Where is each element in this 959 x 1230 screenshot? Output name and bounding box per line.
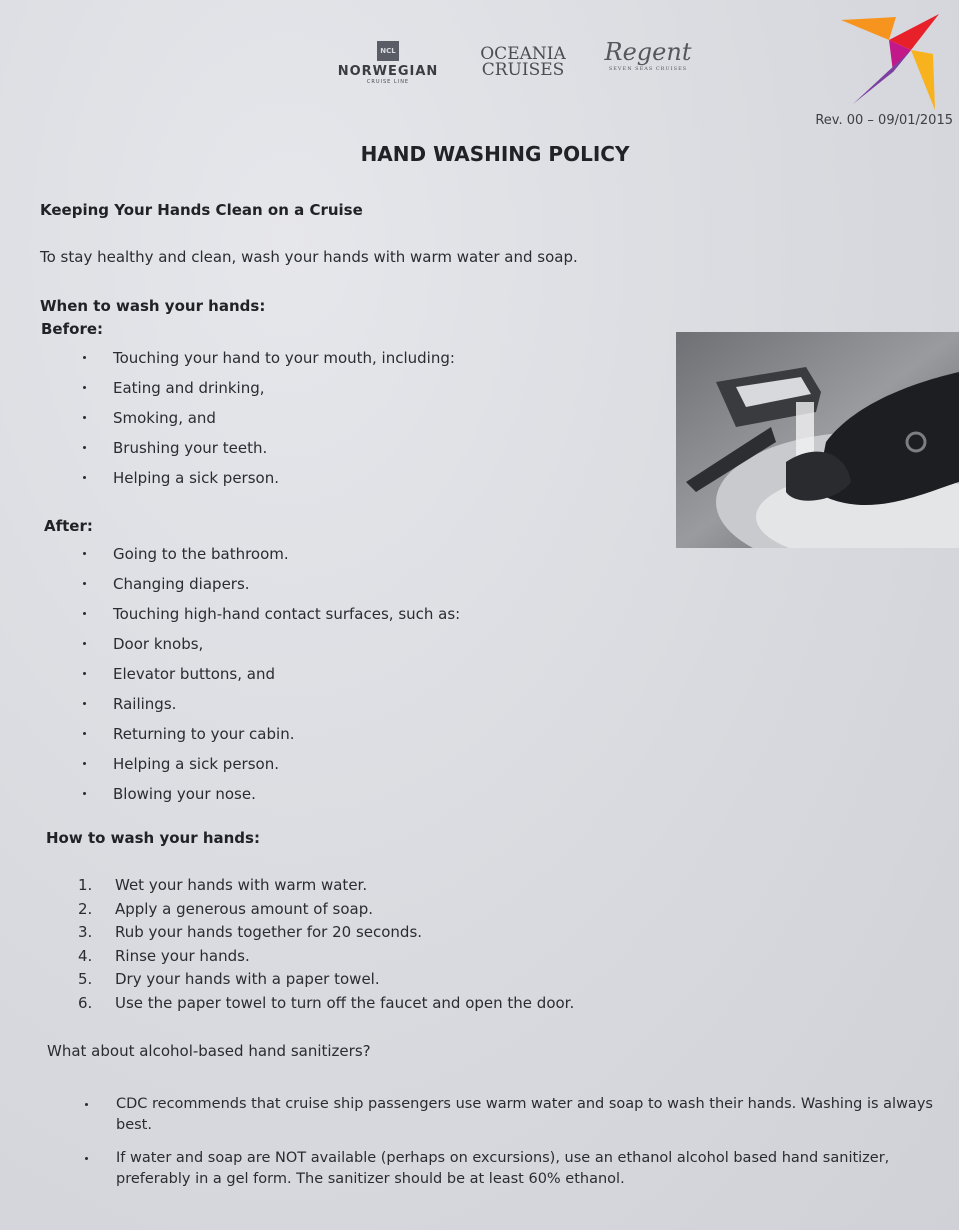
norwegian-logo <box>328 38 448 85</box>
bullet-icon <box>83 476 86 479</box>
steps-list <box>78 875 574 1016</box>
list-item: Returning to your cabin. <box>78 724 460 754</box>
bullet-icon <box>85 1103 88 1106</box>
regent-logo <box>598 38 698 72</box>
regent-sub: SEVEN SEAS CRUISES <box>608 66 688 72</box>
bullet-icon <box>85 1157 88 1160</box>
bird-watermark-icon <box>841 12 941 112</box>
when-heading: When to wash your hands: <box>40 297 266 315</box>
list-item: 1. Wet your hands with warm water. <box>78 876 368 894</box>
page-title: HAND WASHING POLICY <box>360 142 630 166</box>
list-item: Changing diapers. <box>78 574 460 604</box>
list-item: 3. Rub your hands together for 20 seconds. <box>78 923 423 941</box>
ncl-badge: NCL <box>377 41 399 61</box>
list-item: Helping a sick person. <box>78 754 460 784</box>
list-item: Brushing your teeth. <box>78 438 455 468</box>
bullet-icon <box>83 792 86 795</box>
list-item: 5. Dry your hands with a paper towel. <box>78 970 380 988</box>
bullet-icon <box>83 582 86 585</box>
list-item: Blowing your nose. <box>78 784 460 814</box>
after-heading: After: <box>44 517 93 535</box>
bullet-icon <box>83 446 86 449</box>
bullet-icon <box>83 386 86 389</box>
list-item: 6. Use the paper towel to turn off the faucet and open the door. <box>78 993 575 1012</box>
ncl-sub: CRUISE LINE <box>366 79 410 85</box>
list-item: Helping a sick person. <box>78 468 455 498</box>
bullet-icon <box>83 672 86 675</box>
ncl-name: NORWEGIAN <box>337 64 439 79</box>
company-logos <box>328 38 708 98</box>
list-item: Door knobs, <box>78 634 460 664</box>
bullet-icon <box>83 642 86 645</box>
bullet-icon <box>83 356 86 359</box>
bullet-icon <box>83 612 86 615</box>
intro-text: To stay healthy and clean, wash your hands with warm water and soap. <box>40 248 578 266</box>
bullet-icon <box>83 732 86 735</box>
bullet-icon <box>83 762 86 765</box>
list-item: If water and soap are NOT available (perhaps on excursions), use an ethanol alcohol based hand sanitizer, preferably in a gel form. The sanitizer should be at least 60% ethanol. <box>80 1148 950 1190</box>
after-list <box>78 544 460 814</box>
regent-name: Regent <box>604 38 692 66</box>
how-heading: How to wash your hands: <box>46 829 260 847</box>
list-item: Touching high-hand contact surfaces, such as: <box>78 604 460 634</box>
bullet-icon <box>83 552 86 555</box>
before-list <box>78 348 455 498</box>
sanitizer-list <box>80 1094 950 1202</box>
list-item: Touching your hand to your mouth, including: <box>78 348 455 378</box>
bullet-icon <box>83 416 86 419</box>
subtitle: Keeping Your Hands Clean on a Cruise <box>40 201 363 219</box>
list-item: 2. Apply a generous amount of soap. <box>78 899 374 918</box>
list-item: Smoking, and <box>78 408 455 438</box>
oceania-line1: OCEANIA <box>480 44 566 64</box>
hand-washing-photo <box>676 332 959 548</box>
sanitizer-heading: What about alcohol-based hand sanitizers? <box>47 1042 371 1060</box>
before-heading: Before: <box>41 320 104 338</box>
list-item: Eating and drinking, <box>78 378 455 408</box>
list-item: 4. Rinse your hands. <box>78 946 250 965</box>
oceania-logo <box>463 46 583 78</box>
bullet-icon <box>83 702 86 705</box>
list-item: Railings. <box>78 694 460 724</box>
list-item: CDC recommends that cruise ship passengers use warm water and soap to wash their hands. Washing is always best. <box>80 1094 950 1136</box>
oceania-line2: CRUISES <box>481 60 565 80</box>
revision-date: Rev. 00 – 09/01/2015 <box>815 113 953 128</box>
list-item: Going to the bathroom. <box>78 544 460 574</box>
list-item: Elevator buttons, and <box>78 664 460 694</box>
